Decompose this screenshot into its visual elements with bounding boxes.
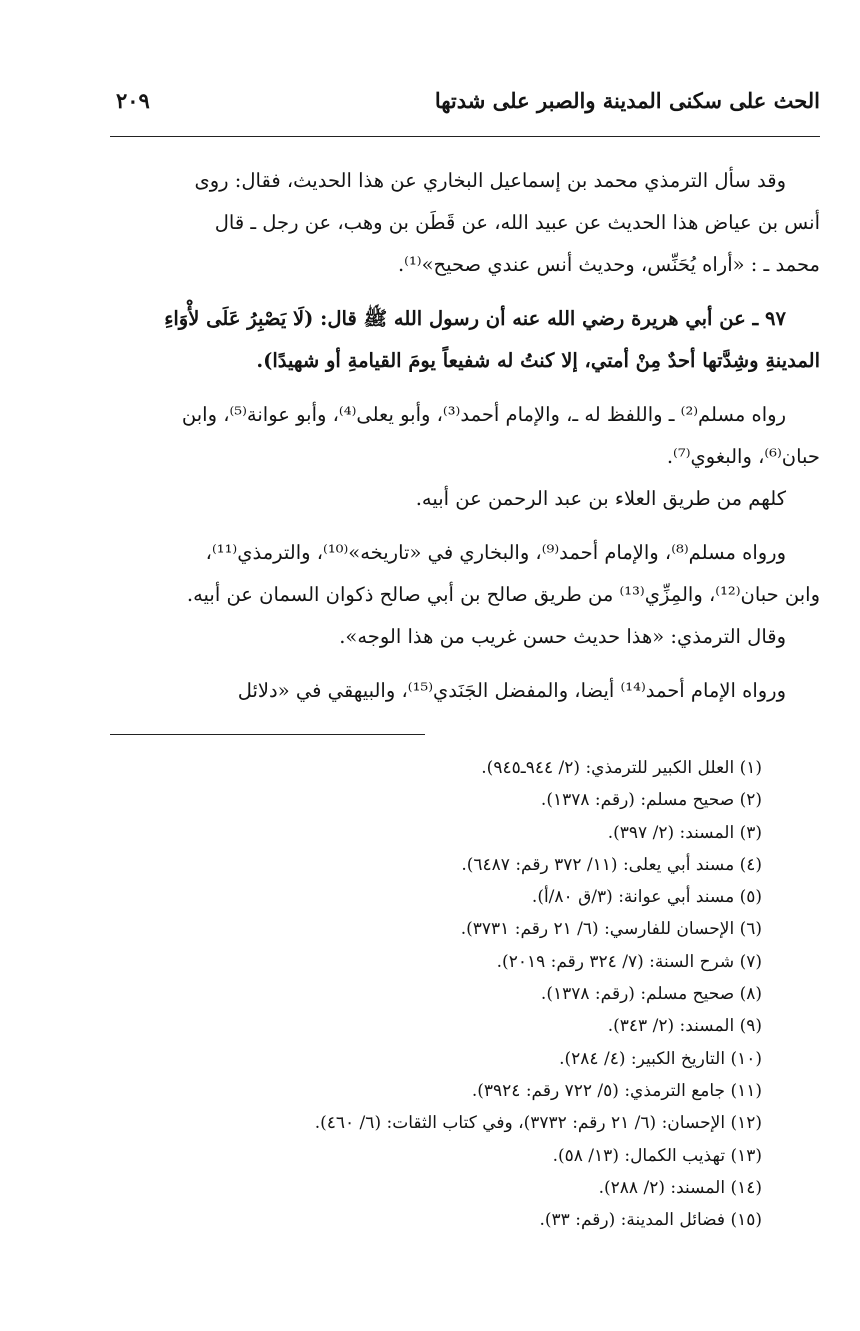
hadith-line: المدينةِ وشِدَّتها أحدٌ مِنْ أمتي، إلا كنتُ له شفيعاً يومَ القيامةِ أو شهيدًا). bbox=[256, 349, 820, 372]
text-line: كلهم من طريق العلاء بن عبد الرحمن عن أبيه. bbox=[415, 487, 786, 510]
footnote: (١٥) فضائل المدينة: (رقم: ٣٣). bbox=[539, 1210, 762, 1231]
hadith-text: ـ عن أبي هريرة رضي الله عنه أن رسول الله ﷺ قال: (لَا يَصْبِرُ عَلَى لأْوَاءِ bbox=[164, 307, 759, 330]
hadith-number: ٩٧ bbox=[765, 307, 786, 330]
footnote: (٤) مسند أبي يعلى: (١١/ ٣٧٢ رقم: ٦٤٨٧). bbox=[461, 854, 762, 875]
page-number: ٢٠٩ bbox=[116, 88, 150, 113]
footnote: (١) العلل الكبير للترمذي: (٢/ ٩٤٤ـ٩٤٥). bbox=[481, 758, 762, 778]
text-line: وابن حبان⁽¹²⁾، والمِزِّي⁽¹³⁾ من طريق صالح بن أبي صالح ذكوان السمان عن أبيه. bbox=[186, 583, 820, 606]
text-line: محمد ـ : «أراه يُحَنِّس، وحديث أنس عندي صحيح»⁽¹⁾. bbox=[397, 253, 820, 276]
header-divider bbox=[110, 136, 820, 137]
footnote: (١٢) الإحسان: (٦/ ٢١ رقم: ٣٧٣٢)، وفي كتاب الثقات: (٦/ ٤٦٠). bbox=[314, 1113, 762, 1134]
footnote: (١٣) تهذيب الكمال: (١٣/ ٥٨). bbox=[552, 1145, 762, 1166]
footnote: (٢) صحيح مسلم: (رقم: ١٣٧٨). bbox=[540, 790, 762, 811]
footnotes bbox=[110, 752, 762, 1236]
footnote: (٦) الإحسان للفارسي: (٦/ ٢١ رقم: ٣٧٣١). bbox=[460, 919, 762, 940]
text-line: ورواه مسلم⁽⁸⁾، والإمام أحمد⁽⁹⁾، والبخاري في «تاريخه»⁽¹⁰⁾، والترمذي⁽¹¹⁾، bbox=[205, 541, 786, 564]
footnote: (٣) المسند: (٢/ ٣٩٧). bbox=[607, 822, 762, 843]
footnote: (١٤) المسند: (٢/ ٢٨٨). bbox=[598, 1177, 762, 1198]
footnote: (٨) صحيح مسلم: (رقم: ١٣٧٨). bbox=[540, 984, 762, 1005]
text-line: أنس بن عياض هذا الحديث عن عبيد الله، عن قَطَن بن وهب، عن رجل ـ قال bbox=[214, 211, 820, 234]
footnote: (١١) جامع الترمذي: (٥/ ٧٢٢ رقم: ٣٩٢٤). bbox=[471, 1080, 762, 1101]
hadith-line bbox=[110, 298, 820, 340]
text-line: رواه مسلم⁽²⁾ ـ واللفظ له ـ، والإمام أحمد⁽³⁾، وأبو يعلى⁽⁴⁾، وأبو عوانة⁽⁵⁾، وابن bbox=[181, 403, 786, 426]
main-text bbox=[110, 160, 820, 712]
footnote: (٩) المسند: (٢/ ٣٤٣). bbox=[607, 1016, 762, 1037]
footnote: (٧) شرح السنة: (٧/ ٣٢٤ رقم: ٢٠١٩). bbox=[496, 951, 762, 972]
footnote: (١٠) التاريخ الكبير: (٤/ ٢٨٤). bbox=[559, 1048, 762, 1069]
footnote-divider bbox=[110, 734, 425, 735]
text-line: حبان⁽⁶⁾، والبغوي⁽⁷⁾. bbox=[666, 445, 820, 468]
text-line: وقد سأل الترمذي محمد بن إسماعيل البخاري عن هذا الحديث، فقال: روى bbox=[194, 169, 786, 192]
text-line: ورواه الإمام أحمد⁽¹⁴⁾ أيضا، والمفضل الجَنَدي⁽¹⁵⁾، والبيهقي في «دلائل bbox=[237, 679, 786, 702]
text-line: وقال الترمذي: «هذا حديث حسن غريب من هذا الوجه». bbox=[339, 625, 786, 648]
footnote: (٥) مسند أبي عوانة: (٣/ق ٨٠/أ). bbox=[531, 887, 762, 908]
running-header-title: الحث على سكنى المدينة والصبر على شدتها bbox=[434, 88, 820, 113]
